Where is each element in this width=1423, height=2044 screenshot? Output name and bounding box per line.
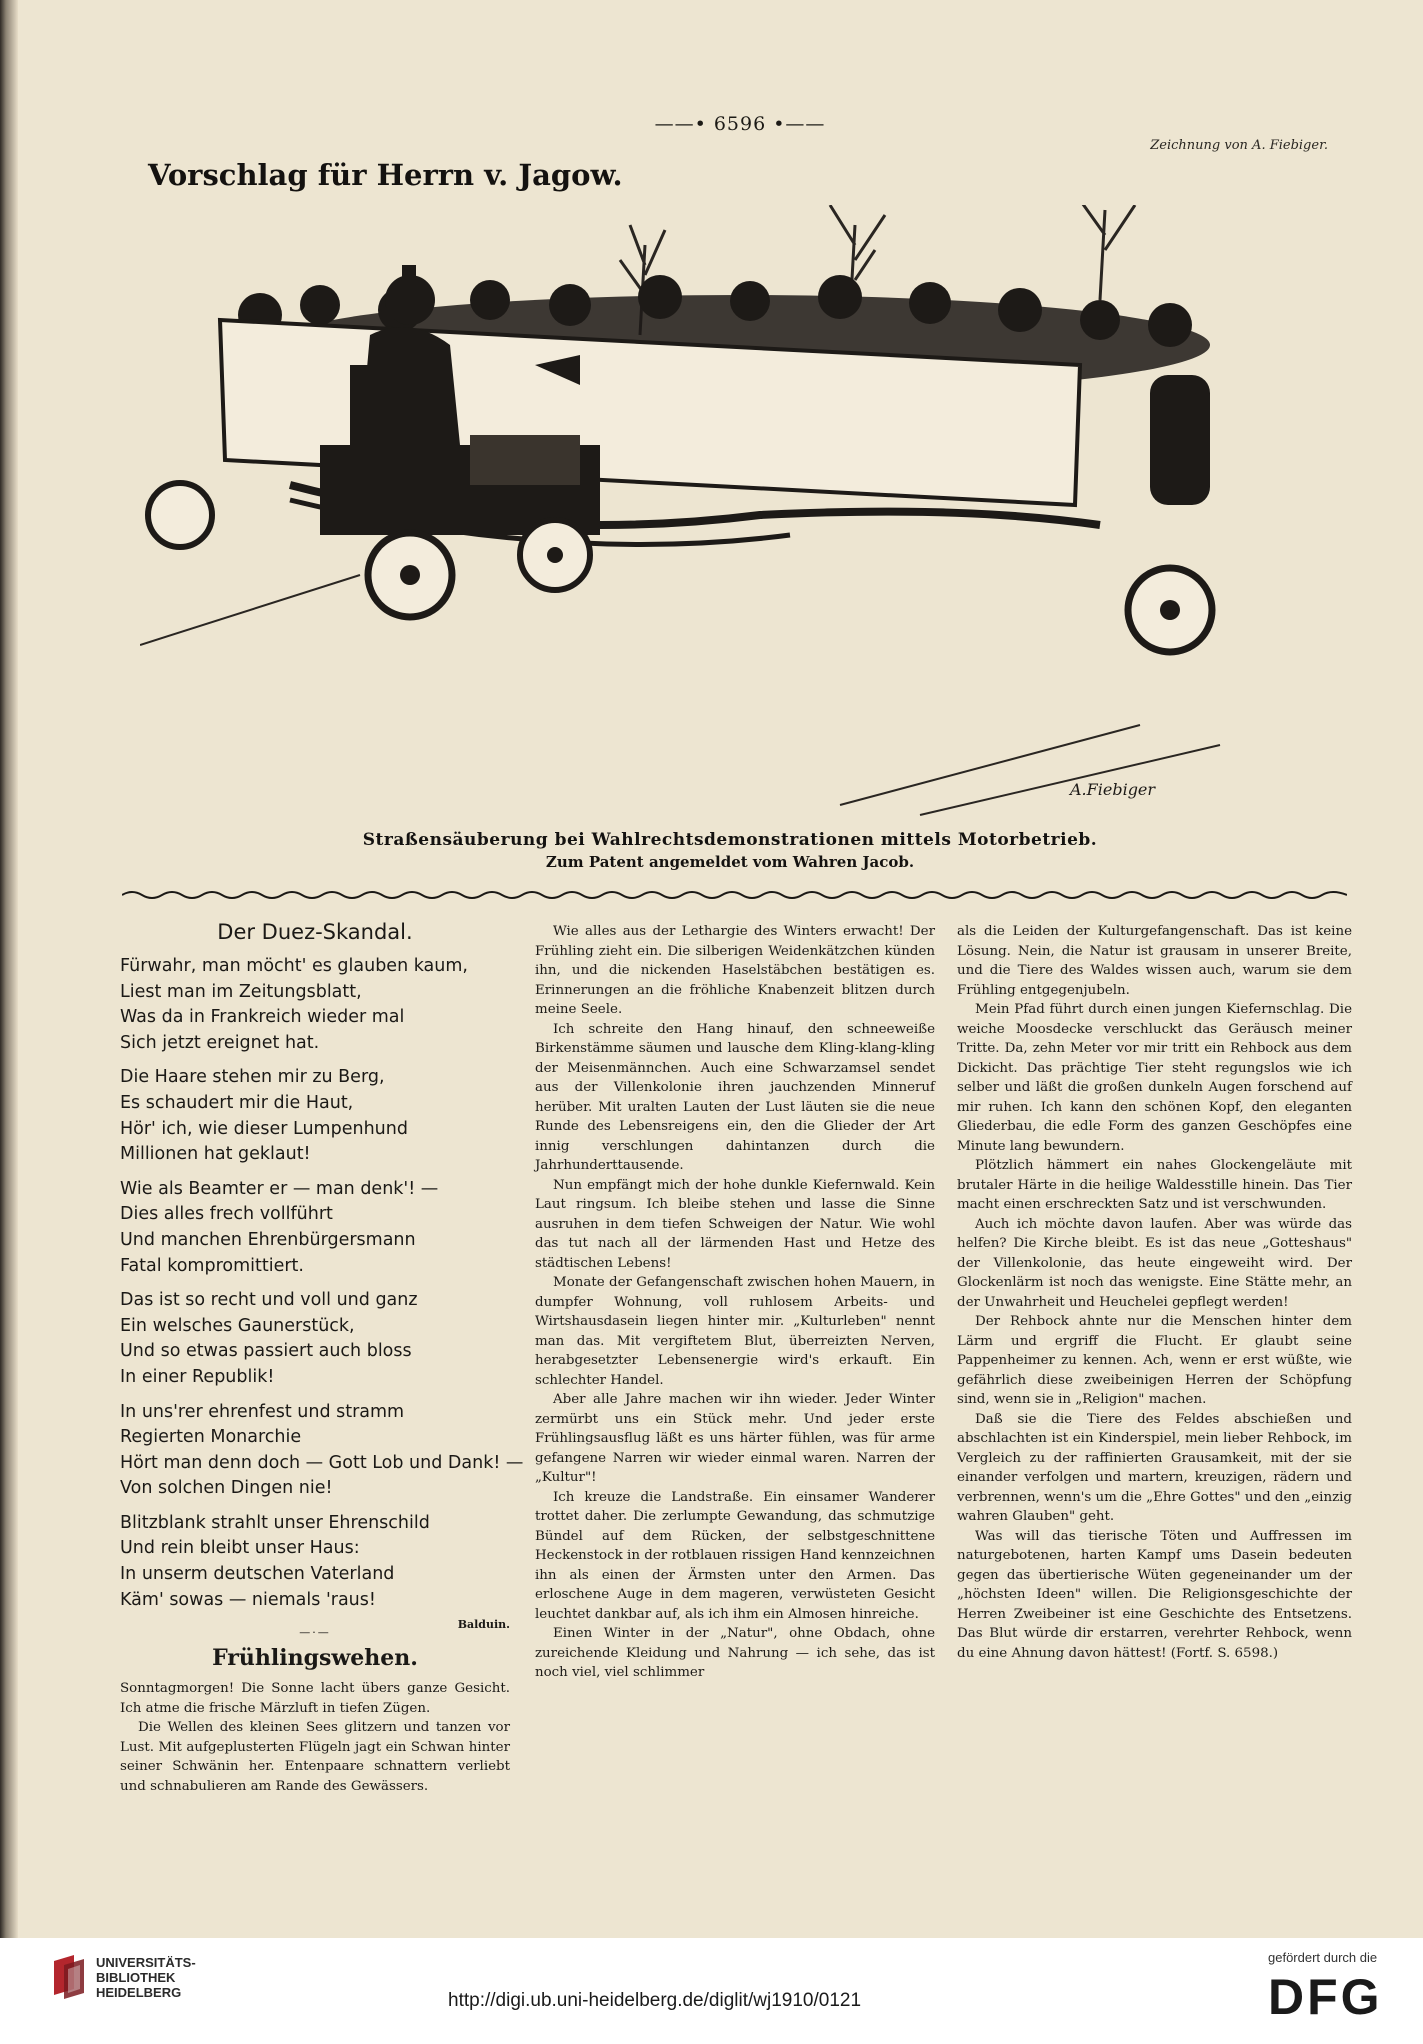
poem-line: Liest man im Zeitungsblatt, xyxy=(120,981,362,1002)
dfg-logo: DFG xyxy=(1268,1969,1383,2025)
page-number: ——• 6596 •—— xyxy=(654,113,826,135)
caption-main: Straßensäuberung bei Wahlrechtsdemonstrationen mittels Motorbetrieb. xyxy=(362,830,1098,850)
poem-line: Was da in Frankreich wieder mal xyxy=(120,1007,405,1028)
poem-stanza xyxy=(120,1177,510,1279)
article-paragraph: Aber alle Jahre machen wir ihn wieder. Jeder Winter zermürbt uns ein Stück mehr. Und jeder erste Frühlingsausflug läßt es uns härter fühlen, was für arme gefangene Narren wir wieder einmal waren. Narren der „Kultur"! xyxy=(535,1392,935,1485)
poem-line: Hört man denn doch — Gott Lob und Dank! — xyxy=(120,1452,524,1473)
poem-line: Fatal kompromittiert. xyxy=(120,1255,304,1276)
institution-line: BIBLIOTHEK xyxy=(96,1970,176,1985)
column-middle xyxy=(535,922,935,1683)
poem-line: Es schaudert mir die Haut, xyxy=(120,1092,354,1113)
article-paragraph: Der Rehbock ahnte nur die Menschen hinter dem Lärm und ergriff die Flucht. Er glaubt seine Pappenheimer zu kennen. Ach, wenn er erst wüßte, wie gefährlich diese zweibeinigen Herren der Schöpfung sind, wenn sie in „Religion" machen. xyxy=(957,1314,1352,1407)
poem-line: Das ist so recht und voll und ganz xyxy=(120,1290,418,1311)
poem-stanza xyxy=(120,1400,524,1502)
caption-sub: Zum Patent angemeldet vom Wahren Jacob. xyxy=(545,853,915,871)
poem-line: Regierten Monarchie xyxy=(120,1427,302,1448)
poem-line: Und manchen Ehrenbürgersmann xyxy=(120,1229,416,1250)
institution-line: UNIVERSITÄTS- xyxy=(96,1955,196,1970)
poem-stanza xyxy=(120,1511,510,1613)
article-paragraph: Ich kreuze die Landstraße. Ein einsamer Wanderer trottet daher. Die zerlumpte Gewandung, das schmutzige Bündel auf dem Rücken, der selbstgeschnittene Heckenstock in der rotblauen rissigen Hand kennzeichnen ihn als einen der Ärmsten unter den Armen. Das erloschene Auge in dem mageren, verwüsteten Gesicht leuchtet dankbar auf, als ich ihm ein Almosen hinreiche. xyxy=(535,1489,935,1622)
section-separator: —·— xyxy=(299,1626,331,1640)
poem-line: In einer Republik! xyxy=(120,1366,275,1387)
poem-line: In uns'rer ehrenfest und stramm xyxy=(120,1401,405,1422)
poem-body xyxy=(120,954,524,1613)
article-paragraph: Was will das tierische Töten und Auffressen im naturgebotenen, harten Kampf ums Dasein bedeuten gegen das übertierische Wüten gegeneinander um der „höchsten Ideen" willen. Die Religionsgeschichte der Herren Zweibeiner ist eine Geschichte des Entsetzens. Das Blut würde dir erstarren, verehrter Rehbock, wenn du eine Ahnung davon hättest! (Fortf. S. 6598.) xyxy=(957,1528,1352,1661)
poem-line: Ein welsches Gaunerstück, xyxy=(120,1315,355,1336)
poem-stanza xyxy=(120,954,510,1056)
illustration-credit: Zeichnung von A. Fiebiger. xyxy=(1150,138,1328,153)
article-paragraph: Sonntagmorgen! Die Sonne lacht übers ganze Gesicht. Ich atme die frische Märzluft in tiefen Zügen. xyxy=(120,1681,510,1716)
wavy-divider xyxy=(122,887,1347,903)
permalink[interactable]: http://digi.ub.uni-heidelberg.de/diglit/wj1910/0121 xyxy=(448,1990,862,2011)
institution-line: HEIDELBERG xyxy=(96,1985,182,2000)
funded-by-label: gefördert durch die xyxy=(1268,1950,1378,1965)
article-paragraph: Monate der Gefangenschaft zwischen hohen Mauern, in dumpfer Wohnung, voll ruhlosem Arbeits- und Wirtshausdasein liegen hinter mir. „Kulturleben" nennt man das. Mit vergiftetem Blut, überreizten Nerven, herabgesetzter Lebensenergie wird's erkauft. Ein schlechter Handel. xyxy=(535,1275,935,1388)
cartoon-illustration xyxy=(140,205,1340,820)
poem-line: Und so etwas passiert auch bloss xyxy=(120,1341,412,1362)
poem-line: Dies alles frech vollführt xyxy=(120,1204,333,1225)
poem-line: Von solchen Dingen nie! xyxy=(120,1478,333,1499)
article-paragraph: als die Leiden der Kulturgefangenschaft. Das ist keine Lösung. Nein, die Natur ist grausam in unserer Breite, und die Tiere des Waldes wissen auch, warum sie dem Frühling entgegenjubeln. xyxy=(957,924,1352,998)
poem-line: In unserm deutschen Vaterland xyxy=(120,1564,395,1585)
article-paragraph: Mein Pfad führt durch einen jungen Kiefernschlag. Die weiche Moosdecke verschluckt das Geräusch meiner Tritte. Da, zehn Meter vor mir tritt ein Rehbock aus dem Dickicht. Das prächtige Tier steht regungslos wie ich selber und läßt die großen dunkeln Augen forschend auf mir ruhen. Ich kann den schönen Kopf, den eleganten Gliederbau, die edle Form des ganzen Geschöpfes eine Minute lang bewundern. xyxy=(957,1002,1352,1154)
page-number-value: 6596 xyxy=(713,113,767,135)
article-paragraph: Nun empfängt mich der hohe dunkle Kiefernwald. Kein Laut ringsum. Ich bleibe stehen und lasse die Sinne ausruhen in dem tiefen Schweigen der Natur. Wie wohl das tut nach all der lärmenden Hast und Hetze des städtischen Lebens! xyxy=(535,1177,935,1271)
poem-stanza xyxy=(120,1288,510,1390)
poem-stanza xyxy=(120,1065,510,1167)
poem-author: Balduin. xyxy=(457,1618,510,1631)
poem-line: Fürwahr, man möcht' es glauben kaum, xyxy=(120,956,468,976)
poem-line: Hör' ich, wie dieser Lumpenhund xyxy=(120,1118,408,1139)
column-right xyxy=(957,922,1352,1663)
poem-line: Wie als Beamter er — man denk'! — xyxy=(120,1178,439,1199)
article-paragraph: Die Wellen des kleinen Sees glitzern und tanzen vor Lust. Mit aufgeplusterten Flügeln jagt ein Schwan hinter seiner Schwänin her. Entenpaare schnattern verliebt und schnabulieren am Rande des Gewässers. xyxy=(120,1720,510,1794)
poem-line: Blitzblank strahlt unser Ehrenschild xyxy=(120,1512,430,1533)
article-paragraph: Ich schreite den Hang hinauf, den schneeweiße Birkenstämme säumen und lausche dem Kling-klang-kling der Meisenmännchen. Auch eine Schwarzamsel sendet aus der Villenkolonie ihren jauchzenden Minneruf herüber. Mit uralten Lauten der Lust läuten sie die neue Runde des Lebensreigens ein, den die Glieder der Art innig verschlungen dahintanzen durch die Jahrhunderttausende. xyxy=(535,1021,935,1173)
article-paragraph: Einen Winter in der „Natur", ohne Obdach, ohne zureichende Kleidung und Nahrung — ich sehe, das ist noch viel, viel schlimmer xyxy=(535,1626,935,1680)
university-logo-icon xyxy=(52,1955,86,1999)
article-paragraph: Auch ich möchte davon laufen. Aber was würde das helfen? Die Kirche bleibt. Es ist das neue „Gotteshaus" der Villenkolonie, das heute eingeweiht wird. Der Glockenlärm ist noch das wenigste. Eine Stätte mehr, an der Unwahrheit und Heuchelei gepflegt werden! xyxy=(957,1216,1352,1310)
poem-line: Käm' sowas — niemals 'raus! xyxy=(120,1589,376,1610)
poem-line: Und rein bleibt unser Haus: xyxy=(120,1538,360,1559)
article-title: Frühlingswehen. xyxy=(212,1645,418,1672)
article-col1 xyxy=(120,1679,510,1796)
poem-line: Millionen hat geklaut! xyxy=(120,1144,311,1165)
cartoon-signature: A.Fiebiger xyxy=(1070,780,1156,799)
article-paragraph: Wie alles aus der Lethargie des Winters erwacht! Der Frühling zieht ein. Die silberigen Weidenkätzchen künden ihn, und die nickenden Haselstäbchen bestätigen es. Erinnerungen an die fröhliche Knabenzeit blitzen durch meine Seele. xyxy=(535,924,935,1017)
poem-title: Der Duez-Skandal. xyxy=(217,920,413,944)
article-paragraph: Daß sie die Tiere des Feldes abschießen und abschlachten ist ein Kinderspiel, mein lieber Rehbock, im Vergleich zu der raffinierten Grausamkeit, mit der sie einander verfolgen und martern, kreuzigen, rädern und verbrennen, wenn's um die „Ehre Gottes" und den „einzig wahren Glauben" geht. xyxy=(957,1411,1352,1524)
institution-name xyxy=(96,1955,196,2000)
article-paragraph: Plötzlich hämmert ein nahes Glockengeläute mit brutaler Härte in die heilige Waldesstille hinein. Das Tier macht einen erschreckten Satz und ist verschwunden. xyxy=(957,1158,1352,1212)
cartoon-headline: Vorschlag für Herrn v. Jagow. xyxy=(148,158,623,192)
poem-line: Die Haare stehen mir zu Berg, xyxy=(120,1067,385,1088)
column-left xyxy=(120,920,524,1796)
poem-line: Sich jetzt ereignet hat. xyxy=(120,1032,320,1053)
